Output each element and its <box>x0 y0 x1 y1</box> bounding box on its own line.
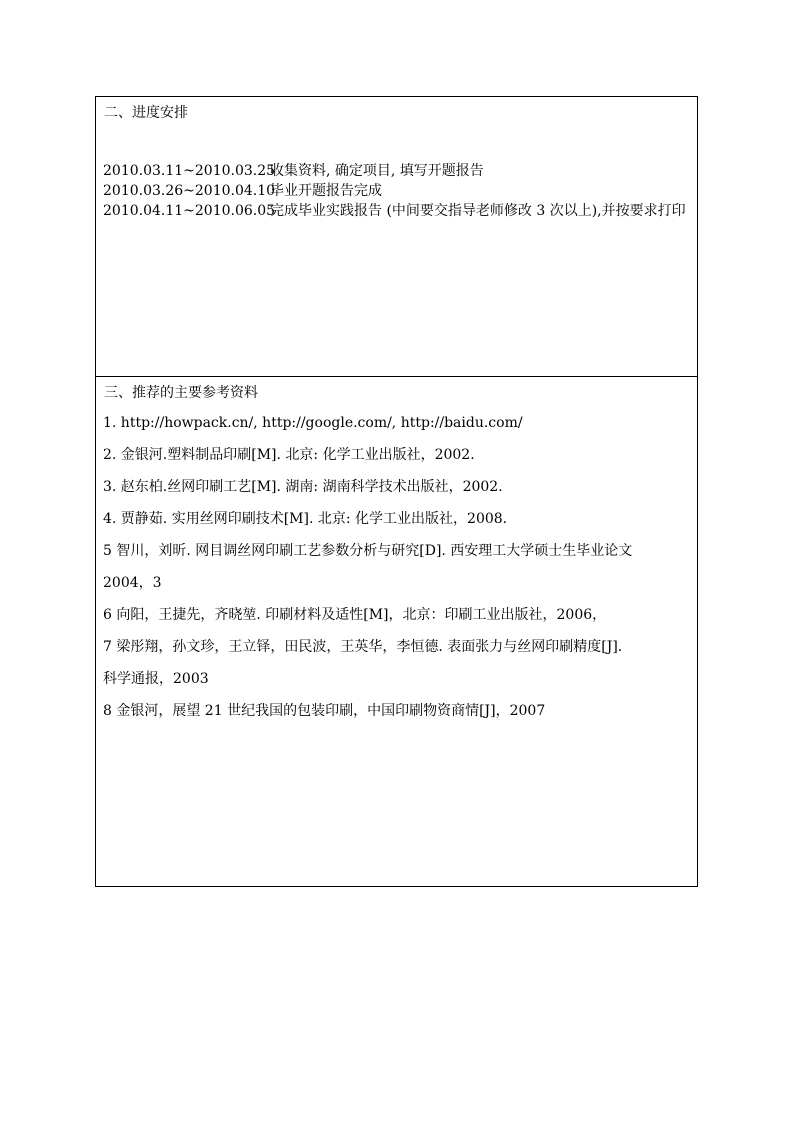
references-heading: 三、推荐的主要参考资料 <box>104 385 258 401</box>
reference-item <box>103 701 695 721</box>
references-section <box>96 377 697 886</box>
schedule-row <box>103 181 693 201</box>
schedule-row <box>103 201 693 221</box>
schedule-task: 收集资料, 确定项目, 填写开题报告 <box>270 163 484 179</box>
schedule-date: 2010.03.11~2010.03.25 <box>103 163 276 179</box>
reference-line: 8 金银河，展望 21 世纪我国的包装印刷，中国印刷物资商情[J]，2007 <box>103 703 546 719</box>
schedule-list <box>103 161 693 221</box>
reference-item <box>103 477 695 497</box>
reference-item <box>103 413 695 433</box>
reference-item <box>103 605 695 625</box>
reference-line: 7 梁彤翔，孙文珍，王立铎，田民波，王英华，李恒德. 表面张力与丝网印刷精度[J]. <box>103 639 623 655</box>
reference-item <box>103 541 695 593</box>
schedule-heading: 二、进度安排 <box>104 105 188 121</box>
reference-item <box>103 509 695 529</box>
reference-item <box>103 445 695 465</box>
references-list <box>103 413 695 733</box>
reference-line: 6 向阳，王捷先，齐晓堃. 印刷材料及适性[M]，北京：印刷工业出版社，2006， <box>103 607 607 623</box>
reference-line: 2. 金银河.塑料制品印刷[M]. 北京: 化学工业出版社，2002. <box>103 447 475 463</box>
reference-item <box>103 637 695 689</box>
reference-line: 5 智川，刘昕. 网目调丝网印刷工艺参数分析与研究[D]. 西安理工大学硕士生毕业论文 <box>103 543 633 559</box>
schedule-section <box>96 97 697 377</box>
schedule-row <box>103 161 693 181</box>
schedule-task: 完成毕业实践报告 (中间要交指导老师修改 3 次以上),并按要求打印 <box>270 203 686 219</box>
reference-line: 1. http://howpack.cn/, http://google.com/, http://baidu.com/ <box>103 415 523 431</box>
schedule-date: 2010.04.11~2010.06.05 <box>103 203 276 219</box>
reference-line: 2004，3 <box>103 575 162 591</box>
schedule-date: 2010.03.26~2010.04.10 <box>103 183 276 199</box>
schedule-task: 毕业开题报告完成 <box>270 183 382 199</box>
reference-line: 科学通报，2003 <box>103 671 209 687</box>
report-table <box>95 96 698 887</box>
reference-line: 3. 赵东柏.丝网印刷工艺[M]. 湖南: 湖南科学技术出版社，2002. <box>103 479 503 495</box>
reference-line: 4. 贾静茹. 实用丝网印刷技术[M]. 北京: 化学工业出版社，2008. <box>103 511 508 527</box>
